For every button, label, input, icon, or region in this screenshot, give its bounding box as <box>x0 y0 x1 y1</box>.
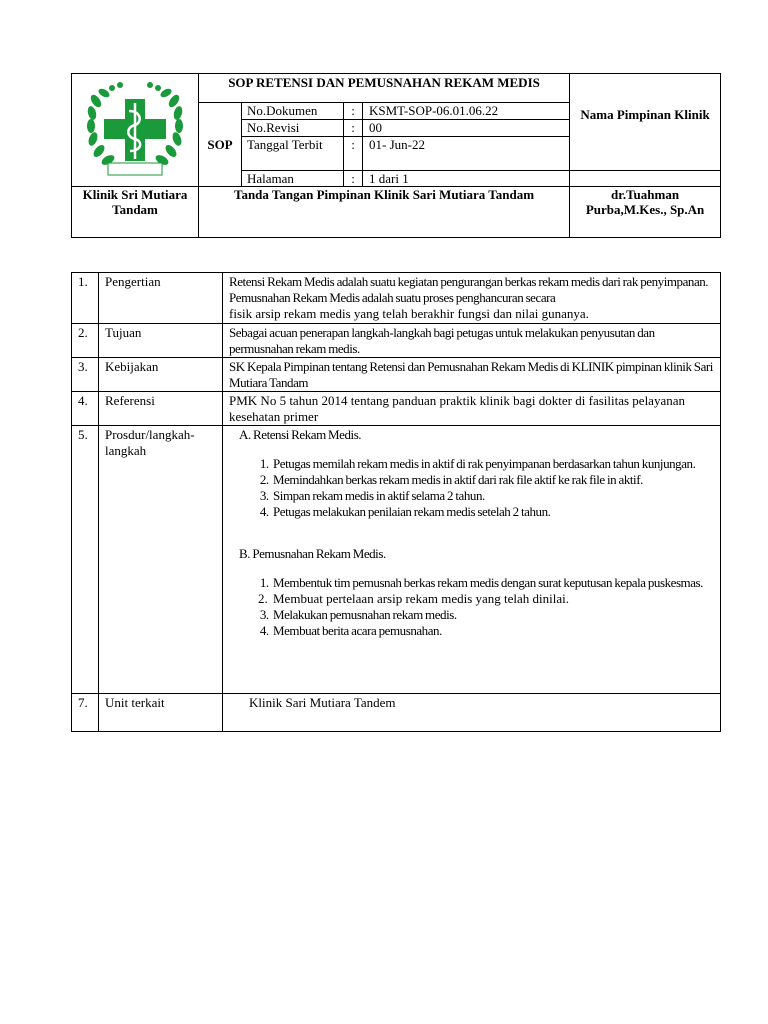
field-value-tanggal-terbit: 01- Jun-22 <box>363 137 570 171</box>
logo-cell <box>72 74 199 187</box>
list-item: 3. Melakukan pemusnahan rekam medis. <box>271 607 716 623</box>
table-row <box>72 392 721 426</box>
section-a-heading: A. Retensi Rekam Medis. <box>239 427 362 442</box>
row-label: Pengertian <box>99 273 223 324</box>
row-label: Kebijakan <box>99 358 223 392</box>
row-number: 7. <box>72 694 99 732</box>
klinik-name: Klinik Sri Mutiara Tandam <box>72 187 199 238</box>
list-item: 3. Simpan rekam medis in aktif selama 2 tahun. <box>271 488 716 504</box>
field-label-no-revisi: No.Revisi <box>242 120 344 137</box>
section-b-heading: B. Pemusnahan Rekam Medis. <box>239 546 386 561</box>
list-item: 2. Memindahkan berkas rekam medis in aktif dari rak file aktif ke rak file in aktif. <box>271 472 716 488</box>
list-item: 1. Membentuk tim pemusnah berkas rekam medis dengan surat keputusan kepala puskesmas. <box>271 575 716 591</box>
row-content: PMK No 5 tahun 2014 tentang panduan praktik klinik bagi dokter di fasilitas pelayanan kesehatan primer <box>223 392 721 426</box>
table-row <box>72 324 721 358</box>
row-label: Prosdur/langkah-langkah <box>99 426 223 694</box>
field-label-no-dokumen: No.Dokumen <box>242 103 344 120</box>
row-number: 1. <box>72 273 99 324</box>
row-label: Tujuan <box>99 324 223 358</box>
field-value-halaman: 1 dari 1 <box>363 171 570 187</box>
table-row <box>72 694 721 732</box>
field-value-no-dokumen: KSMT-SOP-06.01.06.22 <box>363 103 570 120</box>
field-value-no-revisi: 00 <box>363 120 570 137</box>
table-row <box>72 273 721 324</box>
section-b-steps <box>229 575 716 639</box>
table-row <box>72 426 721 694</box>
nama-pimpinan-label: Nama Pimpinan Klinik <box>570 74 721 171</box>
list-item: 1. Petugas memilah rekam medis in aktif di rak penyimpanan berdasarkan tahun kunjungan. <box>271 456 716 472</box>
row-label: Referensi <box>99 392 223 426</box>
field-separator: : <box>344 171 363 187</box>
doctor-name: dr.Tuahman Purba,M.Kes., Sp.An <box>570 187 721 238</box>
row-label: Unit terkait <box>99 694 223 732</box>
sop-header-table <box>71 73 721 238</box>
row-content <box>223 273 721 324</box>
row-number: 3. <box>72 358 99 392</box>
definition-text-cont: fisik arsip rekam medis yang telah berakhir fungsi dan nilai gunanya. <box>229 306 589 321</box>
sop-content-table <box>71 272 721 732</box>
list-item: 4. Membuat berita acara pemusnahan. <box>271 623 716 639</box>
table-row <box>72 358 721 392</box>
signature-label: Tanda Tangan Pimpinan Klinik Sari Mutiara Tandam <box>199 187 570 238</box>
section-a-steps <box>229 456 716 520</box>
clinic-logo-icon <box>82 79 188 179</box>
list-item: 2. Membuat pertelaan arsip rekam medis yang telah dinilai. <box>271 591 716 607</box>
field-label-tanggal-terbit: Tanggal Terbit <box>242 137 344 171</box>
row-number: 5. <box>72 426 99 694</box>
procedure-content <box>223 426 721 694</box>
definition-text: Retensi Rekam Medis adalah suatu kegiatan pengurangan berkas rekam medis dari rak penyimpanan. Pemusnahan Rekam Medis adalah suatu proses penghancuran secara <box>229 274 709 305</box>
field-separator: : <box>344 120 363 137</box>
field-separator: : <box>344 137 363 171</box>
field-separator: : <box>344 103 363 120</box>
row-number: 2. <box>72 324 99 358</box>
list-item: 4. Petugas melakukan penilaian rekam medis setelah 2 tahun. <box>271 504 716 520</box>
row-content: SK Kepala Pimpinan tentang Retensi dan Pemusnahan Rekam Medis di KLINIK pimpinan klinik Sari Mutiara Tandam <box>223 358 721 392</box>
document-title: SOP RETENSI DAN PEMUSNAHAN REKAM MEDIS <box>199 74 570 103</box>
field-label-halaman: Halaman <box>242 171 344 187</box>
row-content: Sebagai acuan penerapan langkah-langkah bagi petugas untuk melakukan penyusutan dan permusnahan rekam medis. <box>223 324 721 358</box>
row-number: 4. <box>72 392 99 426</box>
row-content: Klinik Sari Mutiara Tandem <box>223 694 721 732</box>
sop-label: SOP <box>199 103 242 187</box>
